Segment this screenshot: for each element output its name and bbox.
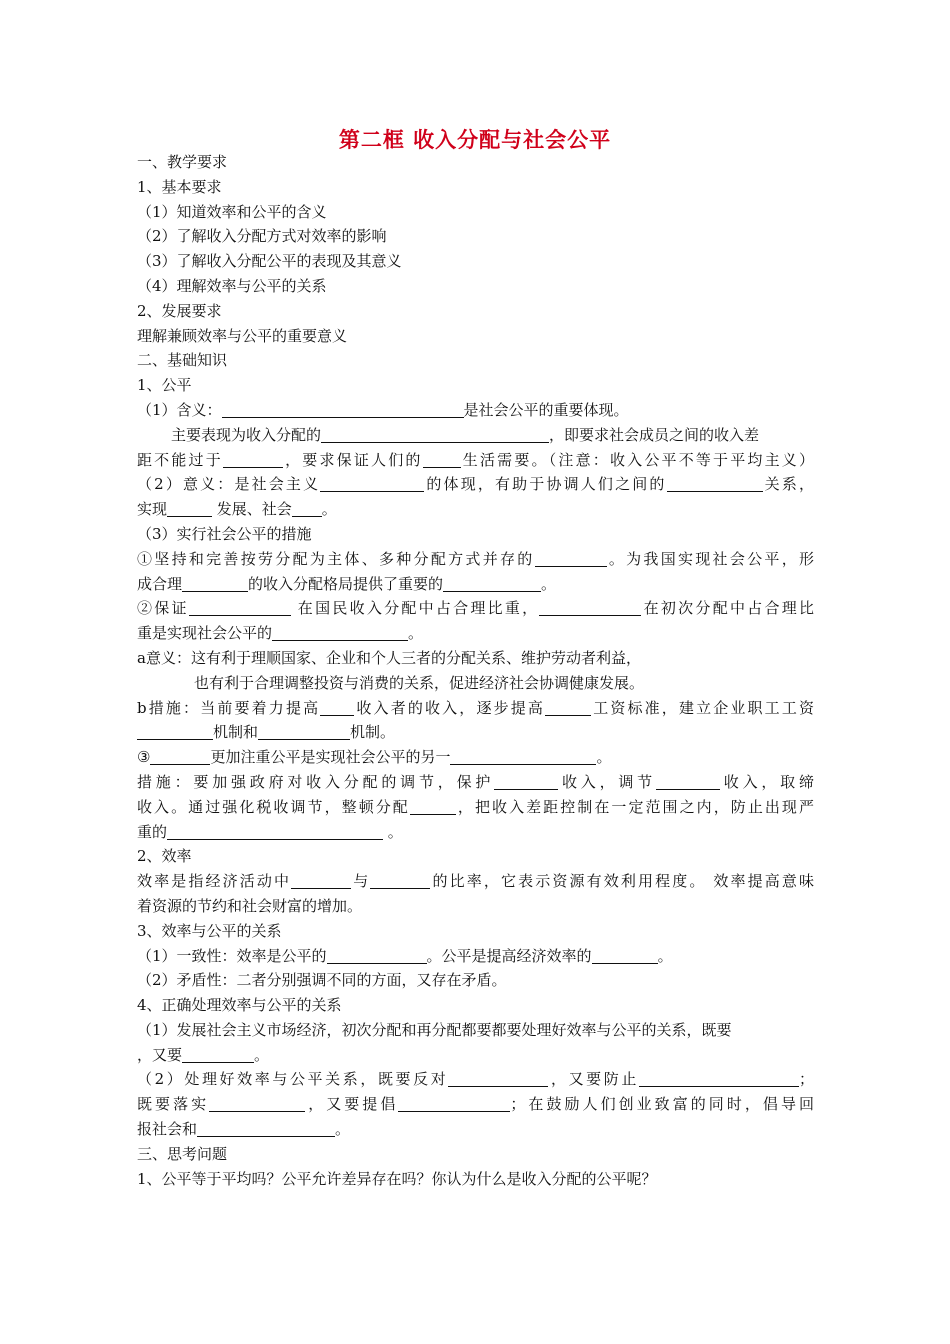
question-item: 1、公平等于平均吗？公平允许差异存在吗？你认为什么是收入分配的公平呢？: [137, 1169, 657, 1188]
text-segment: （2）意义：是社会主义: [137, 475, 321, 494]
text-segment: 收入者的收入，逐步提高: [354, 698, 546, 717]
fill-blank: [272, 623, 408, 641]
text-line: [137, 795, 814, 820]
section-heading: 二、基础知识: [137, 351, 228, 370]
text-segment: 收入。通过强化税收调节，整顿分配: [137, 797, 410, 816]
text-segment: 报社会和: [137, 1120, 198, 1139]
text-segment: 。公平是提高经济效率的: [426, 946, 592, 965]
text-segment: 在国民收入分配中占合理比重，: [290, 599, 540, 618]
requirement-item: （4）理解效率与公平的关系: [137, 276, 327, 295]
text-segment: 实现: [137, 500, 168, 519]
text-line: [137, 770, 814, 795]
text-segment: 。为我国实现社会公平，形: [606, 549, 814, 568]
subsection-heading: 1、公平: [137, 376, 192, 395]
text-segment: ②保证: [137, 599, 189, 618]
document-body: [137, 150, 814, 1191]
fill-blank: [398, 1094, 510, 1112]
fill-blank: [410, 797, 456, 815]
fill-blank: [182, 1045, 254, 1063]
text-line: a意义：这有利于理顺国家、企业和个人三者的分配关系、维护劳动者利益，: [137, 648, 641, 667]
fill-blank: [258, 722, 350, 740]
text-segment: ，又要防止: [548, 1070, 639, 1089]
fill-blank: [443, 574, 541, 592]
text-segment: 工资标准，建立企业职工工资: [591, 698, 814, 717]
fill-blank: [182, 574, 248, 592]
text-segment: 的收入分配格局提供了重要的: [248, 574, 444, 593]
text-segment: 的比率，它表示资源有效利用程度。 效率提高意味: [430, 872, 814, 891]
fill-blank: [370, 871, 430, 889]
text-segment: 成合理: [137, 574, 183, 593]
text-segment: 机制。: [350, 723, 396, 742]
subsection-heading: 4、正确处理效率与公平的关系: [137, 996, 342, 1015]
text-segment: 在初次分配中占合理比: [641, 599, 814, 618]
text-segment: ①坚持和完善按劳分配为主体、多种分配方式并存的: [137, 549, 535, 568]
text-segment: 。: [383, 822, 403, 841]
text-line: [137, 1043, 814, 1068]
requirement-item: （3）了解收入分配公平的表现及其意义: [137, 252, 402, 271]
fill-blank: [291, 871, 351, 889]
subsection-heading: 1、基本要求: [137, 177, 222, 196]
text-segment: 机制和: [213, 723, 259, 742]
text-segment: （1）一致性：效率是公平的: [137, 946, 327, 965]
text-segment: 更加注重公平是实现社会公平的另一: [210, 748, 451, 767]
text-segment: （2）处理好效率与公平关系，既要反对: [137, 1070, 449, 1089]
fill-blank: [592, 946, 658, 964]
text-line: [137, 497, 814, 522]
fill-blank: [167, 499, 212, 517]
fill-blank: [448, 1069, 548, 1087]
text-segment: 距不能过于: [137, 450, 223, 469]
fill-blank: [222, 400, 464, 418]
text-segment: 发展、社会: [212, 500, 292, 519]
subsection-heading: 2、效率: [137, 847, 192, 866]
fill-blank: [327, 946, 427, 964]
text-segment: 收入，取缔: [719, 772, 814, 791]
section-heading: 一、教学要求: [137, 153, 228, 171]
text-segment: 。: [321, 500, 337, 519]
fill-blank: [535, 549, 607, 567]
text-segment: 是社会公平的重要体现。: [463, 400, 629, 419]
subsection-heading: 3、效率与公平的关系: [137, 921, 282, 940]
text-segment: 。: [596, 748, 612, 767]
text-line: 着资源的节约和社会财富的增加。: [137, 896, 363, 915]
text-segment: 重的: [137, 822, 168, 841]
text-segment: 措施：要加强政府对收入分配的调节，保护: [137, 772, 495, 791]
fill-blank: [545, 698, 591, 716]
fill-blank: [292, 499, 322, 517]
text-segment: ，要求保证人们的: [282, 450, 423, 469]
text-segment: 主要表现为收入分配的: [171, 425, 322, 444]
text-segment: ，又要: [137, 1045, 183, 1064]
section-heading: 三、思考问题: [137, 1144, 228, 1163]
fill-blank: [450, 747, 596, 765]
text-segment: （1）含义：: [137, 400, 222, 419]
page-title: 第二框 收入分配与社会公平: [338, 128, 612, 152]
text-line: [137, 398, 814, 423]
text-segment: ，又要提倡: [305, 1095, 399, 1114]
text-line: [137, 1117, 814, 1142]
fill-blank: [209, 1094, 305, 1112]
text-line: [137, 423, 814, 448]
text-line: [137, 547, 814, 572]
fill-blank: [223, 450, 283, 468]
text-segment: ；: [798, 1070, 814, 1089]
text-segment: 。: [541, 574, 557, 593]
text-segment: b措施：当前要着力提高: [137, 698, 321, 717]
text-line: （2）矛盾性：二者分别强调不同的方面，又存在矛盾。: [137, 971, 507, 990]
text-segment: 关系，: [762, 475, 814, 494]
text-segment: ；在鼓励人们创业致富的同时，倡导回: [510, 1095, 814, 1114]
subsection-heading: 2、发展要求: [137, 301, 222, 320]
text-segment: ③: [137, 748, 151, 767]
fill-blank: [423, 450, 461, 468]
text-segment: 重是实现社会公平的: [137, 624, 273, 643]
text-line: [137, 696, 814, 721]
requirement-item: （2）了解收入分配方式对效率的影响: [137, 227, 387, 246]
fill-blank: [137, 722, 213, 740]
requirement-item: （1）知道效率和公平的含义: [137, 202, 327, 221]
text-line: [137, 1067, 814, 1092]
text-segment: 与: [351, 872, 371, 891]
fill-blank: [189, 598, 291, 616]
text-line: [137, 720, 814, 745]
text-segment: ，即要求社会成员之间的收入差: [549, 425, 760, 444]
text-line: [137, 869, 814, 894]
fill-blank: [539, 598, 641, 616]
text-segment: 收入，调节: [558, 772, 656, 791]
text-segment: 。: [254, 1045, 270, 1064]
fill-blank: [321, 425, 549, 443]
text-segment: 的体现，有助于协调人们之间的: [424, 475, 667, 494]
text-segment: ，把收入差距控制在一定范围之内，防止出现严: [455, 797, 814, 816]
text-segment: 。: [335, 1120, 351, 1139]
text-line: [137, 572, 814, 597]
text-line: [137, 820, 814, 845]
fill-blank: [197, 1119, 335, 1137]
text-segment: 效率是指经济活动中: [137, 872, 292, 891]
text-line: [137, 1092, 814, 1117]
text-line: 也有利于合理调整投资与消费的关系，促进经济社会协调健康发展。: [194, 673, 645, 692]
fill-blank: [320, 698, 354, 716]
requirement-item: 理解兼顾效率与公平的重要意义: [137, 326, 348, 345]
fill-blank: [639, 1069, 799, 1087]
text-line: [137, 596, 814, 621]
fill-blank: [667, 474, 763, 492]
text-line: [137, 944, 814, 969]
text-segment: 生活需要。（注意：收入公平不等于平均主义）: [460, 450, 814, 469]
text-line: [137, 621, 814, 646]
text-line: （1）发展社会主义市场经济，初次分配和再分配都要都要处理好效率与公平的关系，既要: [137, 1020, 732, 1039]
text-segment: 。: [657, 946, 673, 965]
text-line: [137, 472, 814, 497]
text-line: [137, 448, 814, 473]
fill-blank: [656, 772, 720, 790]
fill-blank: [150, 747, 210, 765]
text-line: [137, 745, 814, 770]
text-segment: 既要落实: [137, 1095, 210, 1114]
text-segment: 。: [408, 624, 424, 643]
fill-blank: [320, 474, 424, 492]
fill-blank: [494, 772, 558, 790]
fill-blank: [167, 822, 383, 840]
text-line: （3）实行社会公平的措施: [137, 524, 312, 543]
